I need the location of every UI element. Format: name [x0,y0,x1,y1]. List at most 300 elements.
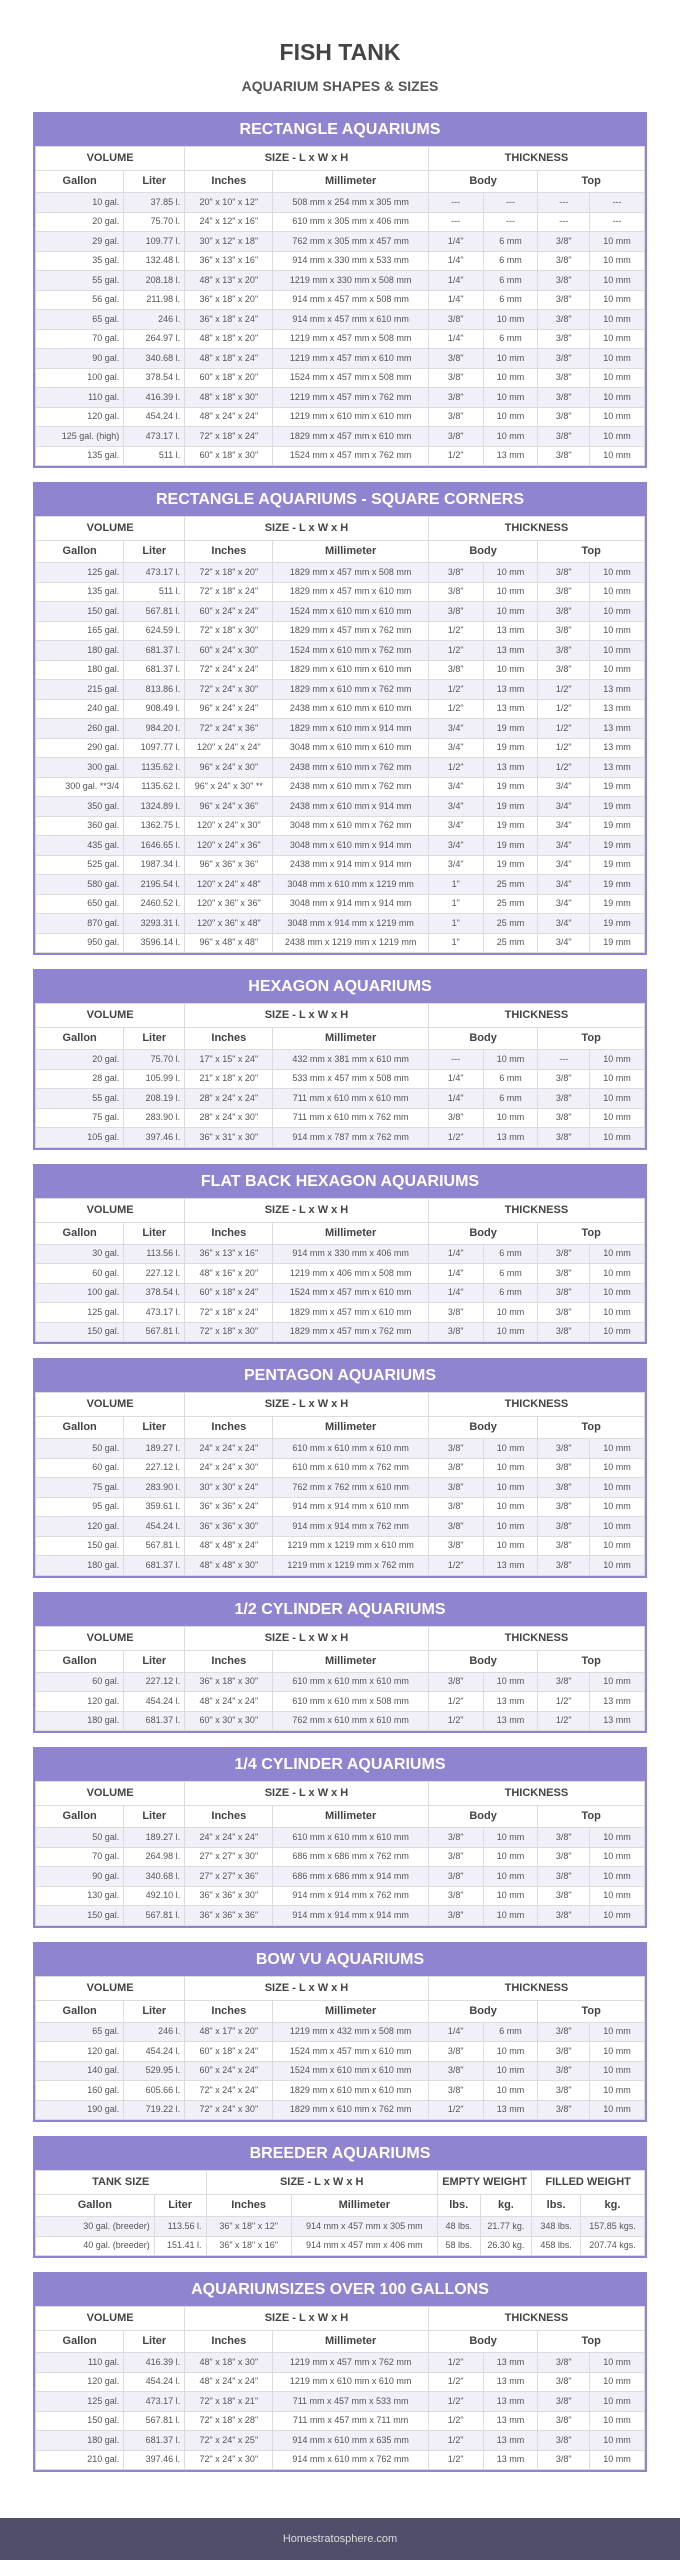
table-cell: 340.68 l. [124,349,185,369]
table-cell: 1829 mm x 457 mm x 610 mm [273,427,428,447]
table-cell: 1219 mm x 1219 mm x 762 mm [273,1556,428,1576]
table-cell: 48" x 13" x 20" [185,271,273,291]
table-cell: 10 mm [590,427,645,447]
section-title: 1/4 CYLINDER AQUARIUMS [35,1749,645,1781]
table-cell: 1/2" [428,641,483,661]
table-cell: 100 gal. [36,1283,124,1303]
table-cell: 3/8" [538,427,590,447]
column-header: Top [538,1806,645,1828]
table-cell: 13 mm [590,738,645,758]
table-cell: 13 mm [483,641,538,661]
table-cell: 3/4" [428,719,483,739]
table-cell: 1/4" [428,232,483,252]
table-cell: 10 mm [590,1847,645,1867]
table-cell: 132.48 l. [124,251,185,271]
column-header: Liter [124,2331,185,2353]
table-cell: 3/8" [428,1828,483,1848]
table-cell: 3/4" [538,875,590,895]
table-cell: 48" x 24" x 24" [185,2372,273,2392]
section-title: 1/2 CYLINDER AQUARIUMS [35,1594,645,1626]
table-cell: 75 gal. [36,1478,124,1498]
table-section [33,969,647,1150]
table-cell: 60" x 24" x 24" [185,602,273,622]
table-row [36,1108,645,1128]
table-cell: 3/8" [538,621,590,641]
table-cell: 914 mm x 914 mm x 762 mm [273,1517,428,1537]
table-cell: 1524 mm x 610 mm x 610 mm [273,2061,428,2081]
table-row [36,271,645,291]
column-header: Inches [185,2331,273,2353]
table-cell: 3/8" [428,349,483,369]
table-cell: 21" x 18" x 20" [185,1069,273,1089]
table-cell: 1" [428,914,483,934]
table-cell: 1/2" [428,2411,483,2431]
table-cell: 36" x 18" x 16" [206,2236,291,2256]
table-cell: 120 gal. [36,407,124,427]
section-title: HEXAGON AQUARIUMS [35,971,645,1003]
table-cell: 36" x 36" x 30" [185,1886,273,1906]
table-row [36,232,645,252]
table-cell: 1/2" [428,1556,483,1576]
column-group-header: SIZE - L x W x H [185,1004,429,1028]
table-cell: 190 gal. [36,2100,124,2120]
column-group-header: THICKNESS [428,1393,644,1417]
table-cell: 48" x 48" x 30" [185,1556,273,1576]
table-cell: 25 mm [483,914,538,934]
column-group-header: THICKNESS [428,1782,644,1806]
column-header: lbs. [532,2195,581,2217]
section-title: BREEDER AQUARIUMS [35,2138,645,2170]
table-cell: 72" x 18" x 20" [185,563,273,583]
table-cell: 681.37 l. [124,1711,185,1731]
table-cell: 914 mm x 457 mm x 610 mm [273,310,428,330]
table-cell: 3/8" [428,1497,483,1517]
table-row [36,777,645,797]
table-cell: 3/8" [428,1322,483,1342]
column-group-header: SIZE - L x W x H [185,147,429,171]
table-cell: 10 mm [590,1828,645,1848]
table-cell: 150 gal. [36,1322,124,1342]
table-cell: 3/4" [538,836,590,856]
table-cell: 3/8" [538,1906,590,1926]
table-cell: 21.77 kg. [480,2217,532,2237]
table-cell: 151.41 l. [154,2236,206,2256]
table-cell: 13 mm [483,2353,538,2373]
table-cell: 511 l. [124,582,185,602]
table-cell: 3/4" [538,777,590,797]
table-cell: 10 mm [483,1906,538,1926]
table-cell: 1/4" [428,329,483,349]
table-cell: 3/8" [538,602,590,622]
table-cell: 60 gal. [36,1458,124,1478]
table-cell: 3/4" [538,914,590,934]
table-cell: 65 gal. [36,310,124,330]
table-cell: 24" x 24" x 24" [185,1439,273,1459]
table-cell: 610 mm x 610 mm x 762 mm [273,1458,428,1478]
table-cell: 1/4" [428,290,483,310]
table-cell: 19 mm [483,719,538,739]
table-cell: 10 mm [590,1128,645,1148]
table-cell: 3/8" [538,407,590,427]
table-cell: 624.59 l. [124,621,185,641]
table-cell: 1/2" [428,2392,483,2412]
column-group-header: SIZE - L x W x H [185,1626,429,1650]
column-group-header: VOLUME [36,1976,185,2000]
table-cell: 75.70 l. [124,212,185,232]
table-cell: 10 mm [483,368,538,388]
column-group-header: VOLUME [36,1782,185,1806]
table-cell: 378.54 l. [124,368,185,388]
table-cell: 1/2" [538,680,590,700]
column-header: Gallon [36,1222,124,1244]
table-cell: 72" x 24" x 30" [185,2100,273,2120]
table-cell: 120" x 24" x 24" [185,738,273,758]
table-cell: 48" x 24" x 24" [185,1692,273,1712]
table-cell: 211.98 l. [124,290,185,310]
column-header: Body [428,1417,538,1439]
table-cell: 567.81 l. [124,1536,185,1556]
table-row [36,446,645,466]
table-cell: 610 mm x 610 mm x 610 mm [273,1828,428,1848]
table-row [36,1556,645,1576]
table-cell: 2195.54 l. [124,875,185,895]
table-cell: 13 mm [483,2411,538,2431]
table-cell: 125 gal. [36,563,124,583]
table-row [36,1847,645,1867]
column-header: Gallon [36,1028,124,1050]
table-cell: 1/4" [428,1264,483,1284]
column-header: lbs. [437,2195,480,2217]
table-cell: 19 mm [590,836,645,856]
table-cell: 1219 mm x 406 mm x 508 mm [273,1264,428,1284]
table-cell: 3048 mm x 914 mm x 914 mm [273,894,428,914]
table-cell: 10 mm [590,2431,645,2451]
table-cell: 19 mm [483,816,538,836]
table-cell: 10 mm [483,388,538,408]
table-cell: 10 mm [483,1322,538,1342]
size-table [35,1198,645,1343]
table-cell: 6 mm [483,2022,538,2042]
table-header-row [36,147,645,171]
column-header: Millimeter [273,1806,428,1828]
table-cell: 72" x 24" x 36" [185,719,273,739]
column-header: Liter [124,541,185,563]
table-cell: 10 mm [590,1069,645,1089]
table-header-row [36,1393,645,1417]
table-cell: 10 mm [483,1867,538,1887]
table-row [36,193,645,213]
table-cell: 10 mm [590,1283,645,1303]
table-cell: 10 mm [590,1303,645,1323]
table-cell: 914 mm x 330 mm x 533 mm [273,251,428,271]
table-cell: 3/4" [428,777,483,797]
table-cell: 3/8" [538,1108,590,1128]
table-cell: 10 mm [590,2353,645,2373]
table-cell: 10 mm [483,1050,538,1070]
table-cell: 19 mm [483,855,538,875]
table-cell: 3/8" [538,1244,590,1264]
column-header: Body [428,171,538,193]
table-cell: 3/8" [538,1478,590,1498]
table-cell: 1/2" [538,758,590,778]
table-row [36,1497,645,1517]
table-cell: 1/2" [428,680,483,700]
table-subheader-row [36,1417,645,1439]
table-cell: 533 mm x 457 mm x 508 mm [273,1069,428,1089]
table-cell: 227.12 l. [124,1458,185,1478]
table-cell: 3048 mm x 610 mm x 914 mm [273,836,428,856]
table-cell: 3/8" [538,582,590,602]
table-cell: 1524 mm x 610 mm x 610 mm [273,602,428,622]
table-cell: 208.19 l. [124,1089,185,1109]
table-cell: 914 mm x 610 mm x 635 mm [273,2431,428,2451]
table-cell: 10 mm [590,446,645,466]
table-cell: 10 mm [590,1089,645,1109]
column-group-header: THICKNESS [428,2307,644,2331]
table-cell: 120" x 24" x 30" [185,816,273,836]
table-cell: 1097.77 l. [124,738,185,758]
column-header: Millimeter [273,1028,428,1050]
table-cell: 1829 mm x 457 mm x 508 mm [273,563,428,583]
table-cell: 70 gal. [36,1847,124,1867]
table-cell: 19 mm [590,855,645,875]
table-cell: 6 mm [483,1244,538,1264]
table-cell: 6 mm [483,1069,538,1089]
table-cell: 125 gal. (high) [36,427,124,447]
column-group-header: SIZE - L x W x H [185,1782,429,1806]
table-cell: 13 mm [483,1692,538,1712]
table-cell: 10 mm [483,1458,538,1478]
table-cell: 105.99 l. [124,1069,185,1089]
table-cell: 48" x 18" x 20" [185,329,273,349]
table-cell: 19 mm [590,875,645,895]
table-cell: 10 mm [590,1497,645,1517]
table-cell: 25 mm [483,875,538,895]
table-cell: 3/8" [538,1283,590,1303]
column-group-header: TANK SIZE [36,2171,207,2195]
table-cell: 3/8" [428,2042,483,2062]
table-cell: 90 gal. [36,1867,124,1887]
table-cell: 10 mm [590,329,645,349]
table-section [33,112,647,468]
table-header-row [36,2307,645,2331]
column-header: Millimeter [273,1650,428,1672]
table-cell: 3048 mm x 610 mm x 762 mm [273,816,428,836]
column-header: Inches [185,1222,273,1244]
table-cell: 3/8" [538,641,590,661]
table-row [36,738,645,758]
table-cell: 24" x 24" x 24" [185,1828,273,1848]
table-row [36,1244,645,1264]
table-cell: 3048 mm x 610 mm x 1219 mm [273,875,428,895]
table-cell: 1219 mm x 610 mm x 610 mm [273,407,428,427]
table-subheader-row [36,541,645,563]
table-cell: 3/8" [428,602,483,622]
column-group-header: FILLED WEIGHT [532,2171,645,2195]
table-cell: 36" x 36" x 24" [185,1497,273,1517]
table-cell: 2438 mm x 914 mm x 914 mm [273,855,428,875]
table-cell: 300 gal. **3/4 [36,777,124,797]
column-group-header: THICKNESS [428,1626,644,1650]
table-cell: 3/8" [428,660,483,680]
table-cell: 120" x 36" x 48" [185,914,273,934]
table-row [36,2081,645,2101]
table-cell: 3/4" [428,797,483,817]
column-header: Inches [185,171,273,193]
table-cell: 10 mm [483,1303,538,1323]
table-row [36,2022,645,2042]
table-cell: 96" x 36" x 36" [185,855,273,875]
column-header: Gallon [36,171,124,193]
table-cell: 50 gal. [36,1439,124,1459]
column-header: Inches [185,2000,273,2022]
table-cell: 3/8" [538,1556,590,1576]
table-section [33,482,647,955]
table-cell: 10 mm [483,1478,538,1498]
table-section [33,1747,647,1928]
table-cell: 10 mm [483,1672,538,1692]
table-cell: 19 mm [590,894,645,914]
section-title: RECTANGLE AQUARIUMS - SQUARE CORNERS [35,484,645,516]
table-cell: 454.24 l. [124,2372,185,2392]
size-table [35,1392,645,1576]
table-cell: 1/2" [538,1692,590,1712]
table-cell: 610 mm x 610 mm x 610 mm [273,1672,428,1692]
table-cell: 240 gal. [36,699,124,719]
table-cell: 180 gal. [36,660,124,680]
table-cell: 6 mm [483,1283,538,1303]
table-cell: 10 mm [483,563,538,583]
table-cell: 10 mm [590,388,645,408]
table-cell: 165 gal. [36,621,124,641]
table-row [36,2431,645,2451]
table-cell: 13 mm [590,1711,645,1731]
table-cell: 113.56 l. [154,2217,206,2237]
table-cell: 19 mm [483,738,538,758]
table-cell: 3/8" [538,2061,590,2081]
table-header-row [36,1976,645,2000]
table-cell: 10 mm [590,2042,645,2062]
table-cell: 1/2" [428,1128,483,1148]
table-row [36,2042,645,2062]
table-cell: 130 gal. [36,1886,124,1906]
table-cell: 48 lbs. [437,2217,480,2237]
table-cell: 1219 mm x 457 mm x 762 mm [273,388,428,408]
table-cell: --- [483,212,538,232]
table-cell: 3/8" [538,1264,590,1284]
table-cell: 120 gal. [36,2372,124,2392]
table-cell: 17" x 15" x 24" [185,1050,273,1070]
table-cell: 1/4" [428,1069,483,1089]
table-cell: 10 mm [590,1264,645,1284]
column-group-header: VOLUME [36,517,185,541]
column-header: Liter [124,1222,185,1244]
table-cell: 10 mm [483,310,538,330]
table-cell: 120 gal. [36,2042,124,2062]
table-cell: 3/8" [428,1439,483,1459]
table-cell: 719.22 l. [124,2100,185,2120]
column-header: Liter [124,1028,185,1050]
column-header: Millimeter [273,171,428,193]
table-row [36,407,645,427]
table-cell: 711 mm x 457 mm x 533 mm [273,2392,428,2412]
table-cell: 914 mm x 457 mm x 508 mm [273,290,428,310]
table-cell: 10 mm [590,1108,645,1128]
page-header [0,0,680,112]
footer-credit: Homestratosphere.com [0,2518,680,2560]
table-cell: 56 gal. [36,290,124,310]
table-row [36,660,645,680]
table-cell: 125 gal. [36,2392,124,2412]
table-cell: 3/8" [538,1828,590,1848]
column-group-header: THICKNESS [428,1198,644,1222]
table-cell: 72" x 24" x 30" [185,680,273,700]
column-group-header: SIZE - L x W x H [206,2171,437,2195]
table-cell: 3/8" [538,2042,590,2062]
table-cell: 65 gal. [36,2022,124,2042]
table-cell: 13 mm [483,2392,538,2412]
table-cell: 36" x 36" x 36" [185,1906,273,1926]
table-cell: 13 mm [483,758,538,778]
table-row [36,1322,645,1342]
table-cell: 3/8" [538,1069,590,1089]
table-cell: 711 mm x 610 mm x 762 mm [273,1108,428,1128]
table-cell: 10 mm [483,2081,538,2101]
table-cell: 210 gal. [36,2450,124,2470]
size-table [35,516,645,953]
table-cell: 2438 mm x 1219 mm x 1219 mm [273,933,428,953]
table-row [36,875,645,895]
table-cell: 3/8" [538,290,590,310]
column-header: Top [538,541,645,563]
table-cell: 3/8" [428,563,483,583]
table-cell: 681.37 l. [124,641,185,661]
table-cell: 3/8" [538,349,590,369]
table-row [36,1089,645,1109]
table-cell: 711 mm x 610 mm x 610 mm [273,1089,428,1109]
table-cell: 1/4" [428,271,483,291]
table-cell: --- [538,193,590,213]
table-cell: 180 gal. [36,641,124,661]
column-header: Inches [185,1650,273,1672]
table-cell: 10 mm [590,1886,645,1906]
table-cell: 3/4" [428,836,483,856]
column-header: Body [428,1222,538,1244]
table-cell: 10 mm [483,2061,538,2081]
size-table [35,1781,645,1926]
table-cell: 416.39 l. [124,2353,185,2373]
table-cell: 3/8" [538,1672,590,1692]
table-cell: 36" x 18" x 20" [185,290,273,310]
table-section [33,1358,647,1578]
table-cell: 72" x 24" x 24" [185,660,273,680]
table-cell: 72" x 18" x 21" [185,2392,273,2412]
table-row [36,914,645,934]
column-header: Liter [124,1806,185,1828]
table-cell: 397.46 l. [124,1128,185,1148]
table-row [36,797,645,817]
table-cell: 1/2" [428,2372,483,2392]
table-cell: 10 mm [590,2372,645,2392]
column-header: Top [538,1417,645,1439]
table-row [36,1536,645,1556]
table-cell: 3/8" [428,1847,483,1867]
table-cell: 3/8" [538,446,590,466]
table-cell: 3/4" [428,816,483,836]
table-cell: 10 mm [483,660,538,680]
column-header: Gallon [36,1806,124,1828]
table-cell: 3/8" [428,2061,483,2081]
